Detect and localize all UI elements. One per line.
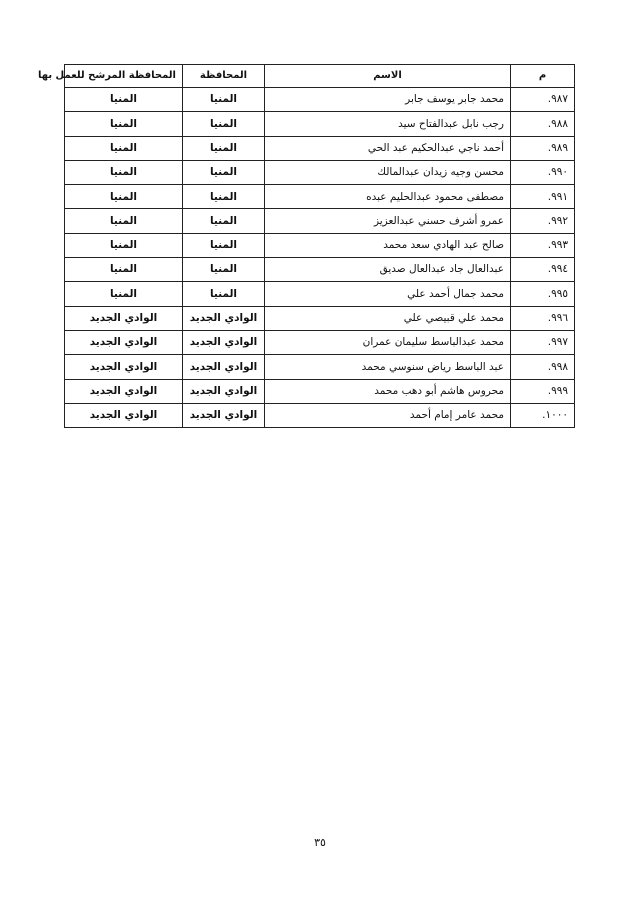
table-row [65, 258, 575, 282]
row-name: أحمد ناجي عبدالحكيم عبد الحي [265, 136, 511, 160]
row-governorate: المنيا [183, 88, 265, 112]
table-row [65, 185, 575, 209]
row-name: محمد علي قبيصي علي [265, 306, 511, 330]
row-governorate: المنيا [183, 112, 265, 136]
row-governorate: المنيا [183, 282, 265, 306]
row-candidate-governorate: المنيا [65, 112, 183, 136]
row-name: محسن وجيه زيدان عبدالمالك [265, 160, 511, 184]
row-number: ٩٩٩. [511, 379, 575, 403]
row-name: صالح عبد الهادي سعد محمد [265, 233, 511, 257]
table-row [65, 160, 575, 184]
row-number: ٩٩١. [511, 185, 575, 209]
row-number: ٩٩٨. [511, 355, 575, 379]
row-candidate-governorate: المنيا [65, 209, 183, 233]
row-number: ٩٨٧. [511, 88, 575, 112]
row-number: ٩٩٢. [511, 209, 575, 233]
row-candidate-governorate: المنيا [65, 88, 183, 112]
row-governorate: المنيا [183, 209, 265, 233]
row-name: محمد جابر يوسف جابر [265, 88, 511, 112]
row-number: ٩٩٠. [511, 160, 575, 184]
table-row [65, 209, 575, 233]
table-header-row [65, 65, 575, 88]
row-governorate: المنيا [183, 136, 265, 160]
row-candidate-governorate: المنيا [65, 233, 183, 257]
row-candidate-governorate: المنيا [65, 185, 183, 209]
table-row [65, 330, 575, 354]
table-row [65, 379, 575, 403]
row-name: محمد جمال أحمد علي [265, 282, 511, 306]
table-row [65, 233, 575, 257]
row-number: ٩٩٦. [511, 306, 575, 330]
row-candidate-governorate: المنيا [65, 136, 183, 160]
header-number: م [511, 65, 575, 88]
row-governorate: الوادي الجديد [183, 403, 265, 427]
row-candidate-governorate: الوادي الجديد [65, 306, 183, 330]
row-governorate: المنيا [183, 185, 265, 209]
row-candidate-governorate: المنيا [65, 160, 183, 184]
row-governorate: المنيا [183, 233, 265, 257]
row-candidate-governorate: الوادي الجديد [65, 403, 183, 427]
row-number: ٩٩٧. [511, 330, 575, 354]
header-governorate: المحافظة [183, 65, 265, 88]
candidates-table [37, 64, 575, 428]
table-row [65, 355, 575, 379]
row-candidate-governorate: الوادي الجديد [65, 379, 183, 403]
row-number: ٩٨٩. [511, 136, 575, 160]
row-governorate: المنيا [183, 160, 265, 184]
table-row [65, 403, 575, 427]
row-name: محمد عبدالباسط سليمان عمران [265, 330, 511, 354]
row-governorate: المنيا [183, 258, 265, 282]
row-name: مصطفى محمود عبدالحليم عبده [265, 185, 511, 209]
row-name: محروس هاشم أبو دهب محمد [265, 379, 511, 403]
row-name: عبد الباسط رياض سنوسي محمد [265, 355, 511, 379]
header-name: الاسم [265, 65, 511, 88]
table-row [65, 88, 575, 112]
row-governorate: الوادي الجديد [183, 330, 265, 354]
table-row [65, 136, 575, 160]
row-name: رجب نابل عبدالفتاح سيد [265, 112, 511, 136]
row-candidate-governorate: الوادي الجديد [65, 330, 183, 354]
row-candidate-governorate: المنيا [65, 282, 183, 306]
row-number: ٩٨٨. [511, 112, 575, 136]
row-name: محمد عامر إمام أحمد [265, 403, 511, 427]
row-number: ١٠٠٠. [511, 403, 575, 427]
row-candidate-governorate: المنيا [65, 258, 183, 282]
header-candidate-governorate: المحافظة المرشح للعمل بها [65, 65, 183, 88]
table-row [65, 282, 575, 306]
row-governorate: الوادي الجديد [183, 355, 265, 379]
row-number: ٩٩٥. [511, 282, 575, 306]
row-name: عمرو أشرف حسني عبدالعزيز [265, 209, 511, 233]
row-number: ٩٩٤. [511, 258, 575, 282]
table-row [65, 112, 575, 136]
row-name: عبدالعال جاد عبدالعال صديق [265, 258, 511, 282]
page-number: ٣٥ [314, 836, 326, 849]
row-governorate: الوادي الجديد [183, 379, 265, 403]
row-governorate: الوادي الجديد [183, 306, 265, 330]
table-row [65, 306, 575, 330]
row-number: ٩٩٣. [511, 233, 575, 257]
row-candidate-governorate: الوادي الجديد [65, 355, 183, 379]
